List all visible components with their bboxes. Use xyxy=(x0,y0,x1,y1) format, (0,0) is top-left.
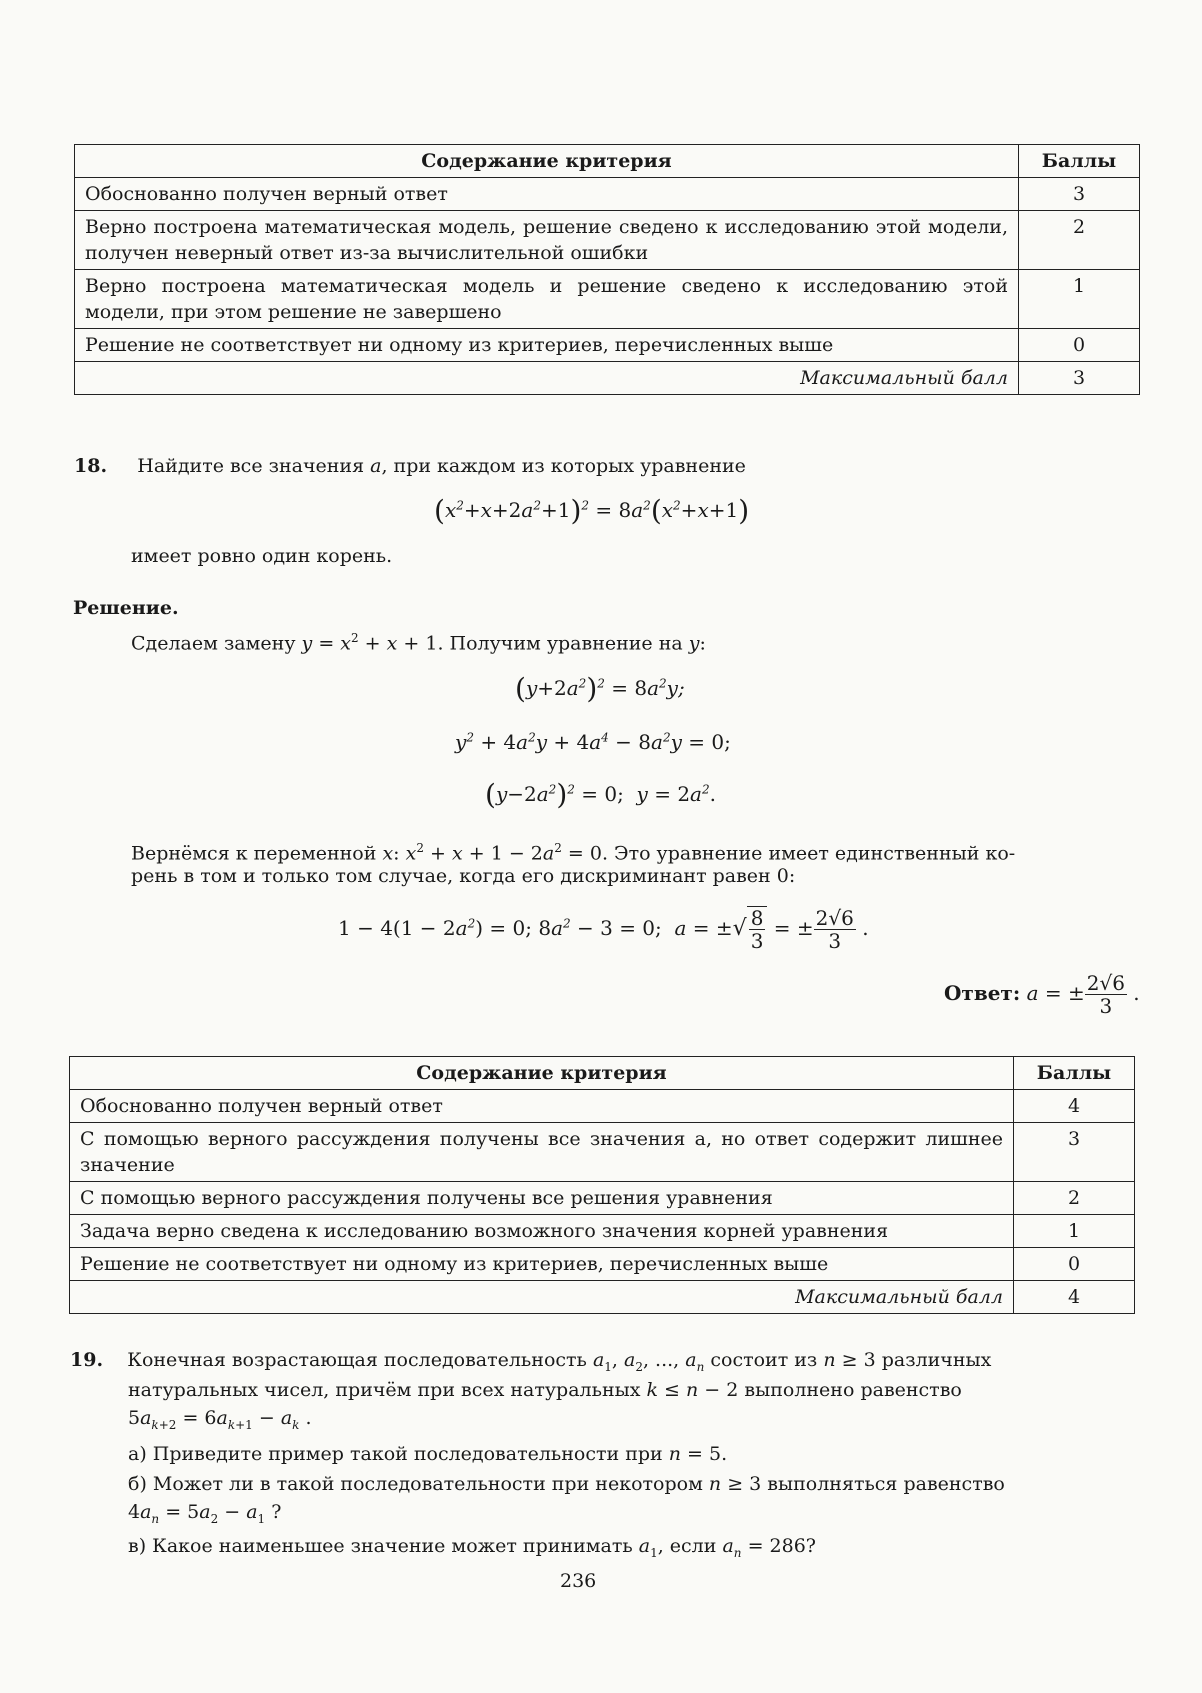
criterion-points: 2 xyxy=(1019,211,1140,270)
criterion-text: Верно построена математическая модель, решение сведено к исследованию этой модели, получен неверный ответ из-за вычислительной ошибки xyxy=(75,211,1019,270)
return-line-2: рень в том и только том случае, когда его дискриминант равен 0: xyxy=(131,865,796,887)
criterion-text: С помощью верного рассуждения получены все решения уравнения xyxy=(70,1182,1014,1215)
text: Конечная возрастающая последовательность xyxy=(127,1349,587,1371)
points-header: Баллы xyxy=(1014,1057,1135,1090)
table-row xyxy=(70,1182,1135,1215)
problem-number: 18. xyxy=(74,455,108,477)
points-header: Баллы xyxy=(1019,145,1140,178)
text: а) Приведите пример такой последовательности при xyxy=(128,1443,663,1465)
equation-main: $(x^2+x+2a^2+1)^2 = 8a^2(x^2+x+1)$ xyxy=(434,494,750,527)
statement-text: Найдите все значения xyxy=(137,455,365,477)
problem-19-line-1: 19. Конечная возрастающая последовательность $a_1$, $a_2$, ..., $a_n$ состоит из n ≥ 3 различных xyxy=(70,1349,992,1374)
table-row xyxy=(75,270,1140,329)
text: выполнено равенство xyxy=(744,1379,962,1401)
table-row xyxy=(70,1248,1135,1281)
criteria-header: Содержание критерия xyxy=(70,1057,1014,1090)
problem-number: 19. xyxy=(70,1349,104,1371)
table-row xyxy=(75,178,1140,211)
criterion-text: Задача верно сведена к исследованию возможного значения корней уравнения xyxy=(70,1215,1014,1248)
criterion-text: Решение не соответствует ни одному из критериев, перечисленных выше xyxy=(70,1248,1014,1281)
text: состоит из xyxy=(710,1349,818,1371)
answer-label: Ответ: xyxy=(944,981,1021,1005)
criterion-text: Обоснованно получен верный ответ xyxy=(70,1090,1014,1123)
criterion-points: 3 xyxy=(1014,1123,1135,1182)
problem-18-statement xyxy=(74,452,746,480)
equation-y2: $y^2 + 4a^2y + 4a^4 - 8a^2y = 0$; xyxy=(455,730,731,754)
equation-y3: $(y-2a^2)^2 = 0$; $y = 2a^2$. xyxy=(485,778,716,811)
table-row xyxy=(70,1123,1135,1182)
text: различных xyxy=(881,1349,992,1371)
text: в) Какое наименьшее значение может принимать xyxy=(128,1535,633,1557)
max-score-label: Максимальный балл xyxy=(70,1281,1014,1314)
criterion-points: 1 xyxy=(1019,270,1140,329)
criterion-points: 0 xyxy=(1014,1248,1135,1281)
criterion-points: 0 xyxy=(1019,329,1140,362)
criterion-points: 3 xyxy=(1019,178,1140,211)
text: б) Может ли в такой последовательности при некотором xyxy=(128,1473,703,1495)
criterion-text: Верно построена математическая модель и решение сведено к исследованию этой модели, при этом решение не завершено xyxy=(75,270,1019,329)
page-number: 236 xyxy=(560,1570,597,1592)
equation-y1: $(y+2a^2)^2 = 8a^2y$; xyxy=(515,672,685,705)
problem-19-part-c: в) Какое наименьшее значение может принимать $a_1$, если $a_n = 286$? xyxy=(128,1535,816,1560)
criterion-text: С помощью верного рассуждения получены все значения a, но ответ содержит лишнее значение xyxy=(70,1123,1014,1182)
criterion-points: 4 xyxy=(1014,1090,1135,1123)
text: Вернёмся к переменной xyxy=(131,842,377,865)
problem-18-condition: имеет ровно один корень. xyxy=(131,545,393,567)
criteria-table-17 xyxy=(74,144,1140,395)
equation-discriminant: $1 - 4(1 - 2a^2) = 0$; $8a^2 - 3 = 0$; a = ±√ $\frac{8}{3}$ = ± $\frac{2√6}{3}$ . xyxy=(338,906,869,953)
table-row xyxy=(75,211,1140,270)
statement-text: , при каждом из которых уравнение xyxy=(381,455,746,477)
statement-variable: a xyxy=(370,455,382,477)
text: , если xyxy=(657,1535,717,1557)
solution-label: Решение. xyxy=(73,597,179,619)
criterion-text: Обоснованно получен верный ответ xyxy=(75,178,1019,211)
criterion-text: Решение не соответствует ни одному из критериев, перечисленных выше xyxy=(75,329,1019,362)
criterion-points: 1 xyxy=(1014,1215,1135,1248)
problem-19-part-b: б) Может ли в такой последовательности при некотором n ≥ 3 выполняться равенство xyxy=(128,1473,1005,1495)
table-row xyxy=(70,1215,1135,1248)
max-score-row xyxy=(70,1281,1135,1314)
answer: Ответ: a = ± $\frac{2√6}{3}$ . xyxy=(944,971,1140,1018)
text: выполняться равенство xyxy=(767,1473,1005,1495)
text: натуральных чисел, причём при всех натуральных xyxy=(128,1379,641,1401)
table-row xyxy=(70,1090,1135,1123)
max-score-value: 3 xyxy=(1019,362,1140,395)
return-line-1: Вернёмся к переменной x: $x^2 + x + 1 - 2a^2 = 0$. Это уравнение имеет единственный ко- xyxy=(131,841,1016,865)
text: . Это уравнение имеет единственный ко- xyxy=(601,842,1016,865)
table-row xyxy=(75,329,1140,362)
problem-19-recurrence: $5a_{k+2} = 6a_{k+1} - a_k$ . xyxy=(128,1407,312,1432)
substitution-line: Сделаем замену $y = x^2 + x + 1$. Получим уравнение на y: xyxy=(131,631,706,655)
problem-19-line-2: натуральных чисел, причём при всех натуральных k ≤ n − 2 выполнено равенство xyxy=(128,1379,962,1401)
problem-19-part-a: а) Приведите пример такой последовательности при n = 5. xyxy=(128,1443,728,1465)
text: Сделаем замену xyxy=(131,632,296,655)
max-score-value: 4 xyxy=(1014,1281,1135,1314)
problem-19-part-b-eq: $4a_n = 5a_2 - a_1$ ? xyxy=(128,1501,282,1526)
max-score-row xyxy=(75,362,1140,395)
criteria-header: Содержание критерия xyxy=(75,145,1019,178)
max-score-label: Максимальный балл xyxy=(75,362,1019,395)
criteria-table-18 xyxy=(69,1056,1135,1314)
text: . Получим уравнение на xyxy=(437,632,683,655)
criterion-points: 2 xyxy=(1014,1182,1135,1215)
